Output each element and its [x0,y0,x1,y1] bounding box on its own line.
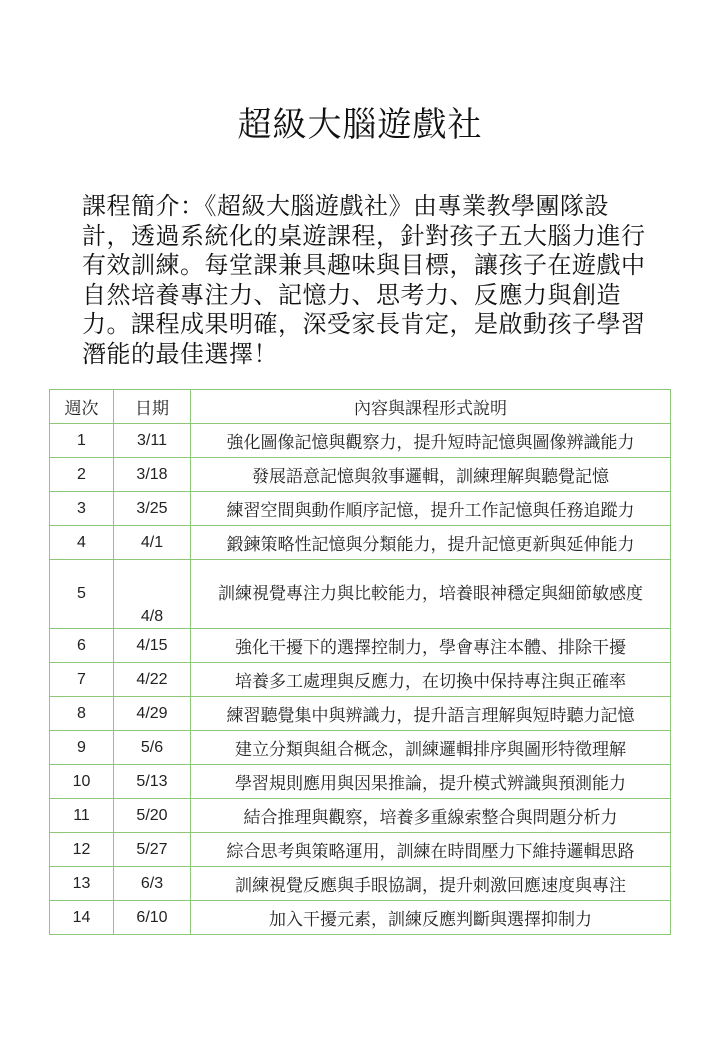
date-cell: 5/20 [114,799,191,833]
week-cell: 6 [50,629,114,663]
table-row [50,424,671,458]
table-row [50,867,671,901]
content-cell: 結合推理與觀察，培養多重線索整合與問題分析力 [191,799,671,833]
date-cell: 5/13 [114,765,191,799]
table-row [50,492,671,526]
content-cell: 練習空間與動作順序記憶，提升工作記憶與任務追蹤力 [191,492,671,526]
date-cell: 5/6 [114,731,191,765]
week-cell: 7 [50,663,114,697]
date-cell: 4/15 [114,629,191,663]
table-row [50,697,671,731]
content-cell: 發展語意記憶與敘事邏輯，訓練理解與聽覺記憶 [191,458,671,492]
table-row [50,765,671,799]
date-cell: 6/3 [114,867,191,901]
table-row [50,458,671,492]
date-cell: 4/1 [114,526,191,560]
content-cell: 訓練視覺專注力與比較能力，培養眼神穩定與細節敏感度 [191,560,671,629]
date-cell: 4/22 [114,663,191,697]
week-cell: 13 [50,867,114,901]
week-cell: 2 [50,458,114,492]
content-cell: 強化干擾下的選擇控制力，學會專注本體、排除干擾 [191,629,671,663]
week-cell: 8 [50,697,114,731]
week-cell: 5 [50,560,114,629]
content-cell: 練習聽覺集中與辨識力，提升語言理解與短時聽力記憶 [191,697,671,731]
week-cell: 4 [50,526,114,560]
week-cell: 9 [50,731,114,765]
date-cell: 4/8 [114,560,191,629]
week-cell: 12 [50,833,114,867]
week-cell: 1 [50,424,114,458]
content-cell: 學習規則應用與因果推論，提升模式辨識與預測能力 [191,765,671,799]
table-row [50,560,671,629]
table-row [50,629,671,663]
content-cell: 建立分類與組合概念，訓練邏輯排序與圖形特徵理解 [191,731,671,765]
content-cell: 鍛鍊策略性記憶與分類能力，提升記憶更新與延伸能力 [191,526,671,560]
week-cell: 11 [50,799,114,833]
week-cell: 10 [50,765,114,799]
header-week: 週次 [50,390,114,424]
week-cell: 14 [50,901,114,935]
table-row [50,663,671,697]
table-row [50,901,671,935]
content-cell: 訓練視覺反應與手眼協調，提升刺激回應速度與專注 [191,867,671,901]
date-cell: 5/27 [114,833,191,867]
page-title: 超級大腦遊戲社 [237,105,483,145]
content-cell: 強化圖像記憶與觀察力，提升短時記憶與圖像辨識能力 [191,424,671,458]
course-intro: 課程簡介：《超級大腦遊戲社》由專業教學團隊設計，透過系統化的桌遊課程，針對孩子五大腦力進行有效訓練。每堂課兼具趣味與目標，讓孩子在遊戲中自然培養專注力、記憶力、思考力、反應力與創造力。課程成果明確，深受家長肯定，是啟動孩子學習潛能的最佳選擇！ [82,192,646,368]
table-row [50,833,671,867]
table-header-row [50,390,671,424]
table-row [50,799,671,833]
header-content: 內容與課程形式說明 [191,390,671,424]
date-cell: 3/25 [114,492,191,526]
date-cell: 6/10 [114,901,191,935]
content-cell: 培養多工處理與反應力，在切換中保持專注與正確率 [191,663,671,697]
table-row [50,731,671,765]
date-cell: 4/29 [114,697,191,731]
schedule-table [49,389,671,935]
header-date: 日期 [114,390,191,424]
week-cell: 3 [50,492,114,526]
date-cell: 3/11 [114,424,191,458]
date-cell: 3/18 [114,458,191,492]
table-row [50,526,671,560]
content-cell: 加入干擾元素，訓練反應判斷與選擇抑制力 [191,901,671,935]
content-cell: 綜合思考與策略運用，訓練在時間壓力下維持邏輯思路 [191,833,671,867]
